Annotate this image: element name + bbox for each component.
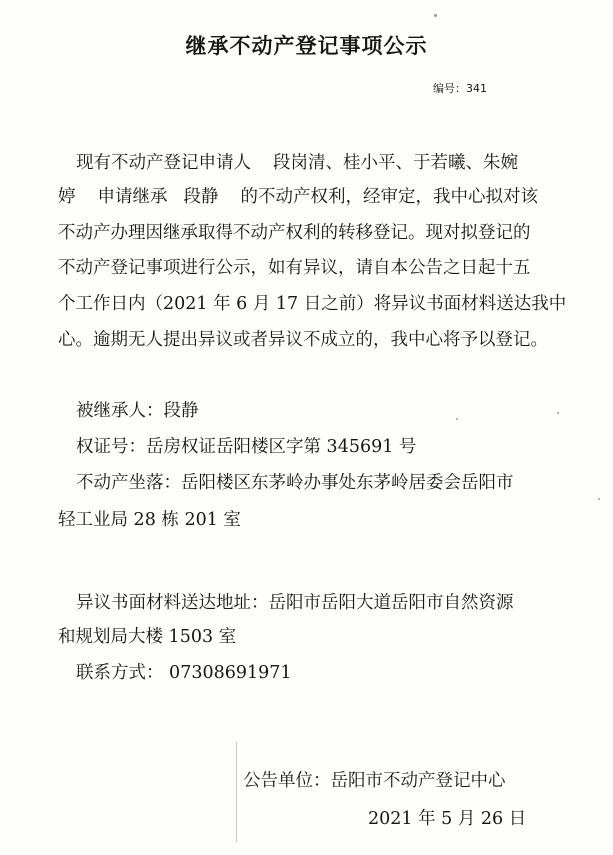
scan-speck	[598, 498, 600, 500]
phone-line: 联系方式： 07308691971	[76, 663, 292, 683]
document-number: 编号：341	[433, 82, 487, 95]
body-line-1	[76, 152, 518, 174]
body-line-4: 不动产登记事项进行公示，如有异议，请自本公告之日起十五	[58, 258, 531, 278]
body-text: 申请继承	[97, 187, 168, 207]
location-line-2: 轻工业局 28 栋 201 室	[58, 510, 241, 530]
body-line-6: 心。逾期无人提出异议或者异议不成立的，我中心将予以登记。	[58, 330, 548, 350]
heir-line: 被继承人：段静	[76, 401, 199, 421]
scan-line	[236, 742, 237, 842]
body-line-2	[58, 186, 538, 208]
location-line-1: 不动产坐落：岳阳楼区东茅岭办事处东茅岭居委会岳阳市	[76, 473, 514, 493]
scan-speck	[434, 14, 437, 17]
date-line: 2021 年 5 月 26 日	[368, 809, 527, 829]
body-line-3: 不动产办理因继承取得不动产权利的转移登记。现对拟登记的	[58, 223, 531, 243]
document-title: 继承不动产登记事项公示	[185, 34, 428, 58]
applicant-names-cont: 婷	[58, 187, 76, 207]
applicant-names: 段岗清、桂小平、于若曦、朱婉	[273, 153, 518, 173]
body-line-5: 个工作日内（2021 年 6 月 17 日之前）将异议书面材料送达我中	[58, 294, 567, 314]
address-line-1: 异议书面材料送达地址：岳阳市岳阳大道岳阳市自然资源	[76, 593, 514, 613]
certificate-line: 权证号：岳房权证岳阳楼区字第 345691 号	[76, 437, 417, 457]
address-line-2: 和规划局大楼 1503 室	[58, 627, 237, 647]
scan-speck	[456, 418, 458, 420]
scan-speck	[557, 412, 559, 414]
body-text: 的不动产权利，经审定，我中心拟对该	[240, 187, 538, 207]
body-text: 现有不动产登记申请人	[76, 153, 251, 173]
issuer-line: 公告单位：岳阳市不动产登记中心	[243, 771, 506, 791]
decedent-name: 段静	[183, 187, 219, 207]
